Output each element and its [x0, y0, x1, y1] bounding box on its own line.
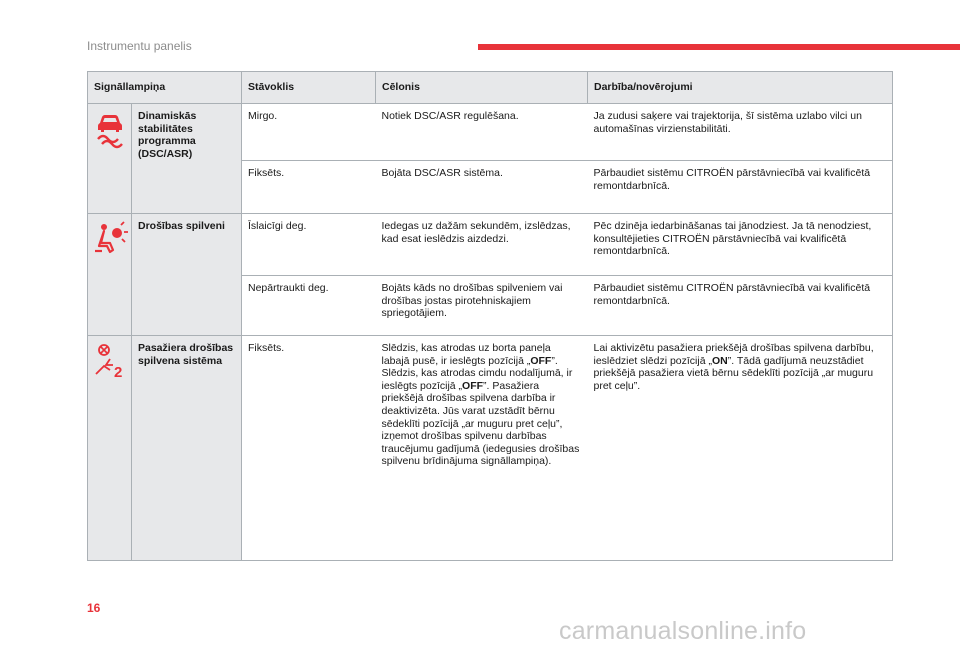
airbag-state-2: Nepārtraukti deg. — [242, 276, 376, 336]
airbag-state-1: Īslaicīgi deg. — [242, 214, 376, 276]
airbag-action-2: Pārbaudiet sistēmu CITROËN pārstāvniecībā vai kvalificētā remontdarbnīcā. — [588, 276, 893, 336]
dsc-action-1: Ja zudusi saķere vai trajektorija, šī sistēma uzlabo vilci un automašīnas virzienstabilitāti. — [588, 104, 893, 161]
airbag-icon-cell — [88, 214, 132, 336]
header-cause: Cēlonis — [376, 72, 588, 104]
dsc-cause-2: Bojāta DSC/ASR sistēma. — [376, 161, 588, 214]
table-header-row — [88, 72, 893, 104]
cause-text-2: ”. Slēdzis, kas atrodas cimdu nodalījumā, ir ieslēgts pozīcijā „ — [381, 354, 573, 392]
svg-text:2: 2 — [114, 364, 123, 381]
table-row — [88, 214, 893, 276]
passenger-airbag-action — [588, 336, 893, 561]
header-accent-bar — [478, 44, 960, 50]
action-text-1: Lai aktivizētu pasažiera priekšējā drošības spilvena darbību, ieslēdziet slēdzi pozīcijā „ — [593, 342, 874, 367]
dsc-skid-icon — [88, 109, 131, 149]
action-on: ON — [711, 354, 728, 367]
passenger-airbag-icon-cell — [88, 336, 132, 561]
dsc-name: Dinamiskās stabilitātes programma (DSC/ASR) — [132, 104, 242, 214]
dsc-state-2: Fiksēts. — [242, 161, 376, 214]
passenger-airbag-off-icon — [88, 341, 131, 381]
airbag-name: Drošības spilveni — [132, 214, 242, 336]
cause-text-3: ”. Pasažiera priekšējā drošības spilvena darbība ir deaktivizēta. Jūs varat uzstādīt bērnu sēdeklīti pozīcijā „ar muguru pret ceļu”, izņemot drošības spilvenu darbības traucējumu gadījumā (iedegusies drošības spilvenu brīdinājuma signāllampiņa). — [381, 379, 580, 468]
cause-off-1: OFF — [530, 354, 552, 367]
cause-off-2: OFF — [462, 379, 484, 392]
passenger-airbag-cause — [376, 336, 588, 561]
cause-text-1: Slēdzis, kas atrodas uz borta paneļa labajā pusē, ir ieslēgts pozīcijā „ — [381, 342, 551, 367]
table-row — [88, 336, 893, 561]
table-row — [88, 104, 893, 161]
section-title: Instrumentu panelis — [87, 39, 192, 53]
dsc-icon-cell — [88, 104, 132, 214]
passenger-airbag-name: Pasažiera drošības spilvena sistēma — [132, 336, 242, 561]
dsc-action-2: Pārbaudiet sistēmu CITROËN pārstāvniecībā vai kvalificētā remontdarbnīcā. — [588, 161, 893, 214]
passenger-airbag-state: Fiksēts. — [242, 336, 376, 561]
warning-lamps-table — [87, 71, 893, 561]
dsc-state-1: Mirgo. — [242, 104, 376, 161]
action-text-2: ”. Tādā gadījumā neuzstādiet priekšējā pasažiera vietā bērnu sēdeklīti pozīcijā „ar muguru pret ceļu”. — [593, 354, 874, 392]
airbag-cause-1: Iedegas uz dažām sekundēm, izslēdzas, kad esat ieslēdzis aizdedzi. — [376, 214, 588, 276]
airbag-action-1: Pēc dzinēja iedarbināšanas tai jānodziest. Ja tā nenodziest, konsultējieties CITROËN pārstāvniecībā vai kvalificētā remontdarbnīcā. — [588, 214, 893, 276]
airbag-icon — [88, 219, 131, 259]
page-number: 16 — [87, 601, 101, 615]
watermark: carmanualsonline.info — [559, 617, 807, 645]
dsc-cause-1: Notiek DSC/ASR regulēšana. — [376, 104, 588, 161]
header-action: Darbība/novērojumi — [588, 72, 893, 104]
header-state: Stāvoklis — [242, 72, 376, 104]
airbag-cause-2: Bojāts kāds no drošības spilveniem vai drošības jostas pirotehniskajiem spriegotājiem. — [376, 276, 588, 336]
header-signal-lamp: Signāllampiņa — [88, 72, 242, 104]
